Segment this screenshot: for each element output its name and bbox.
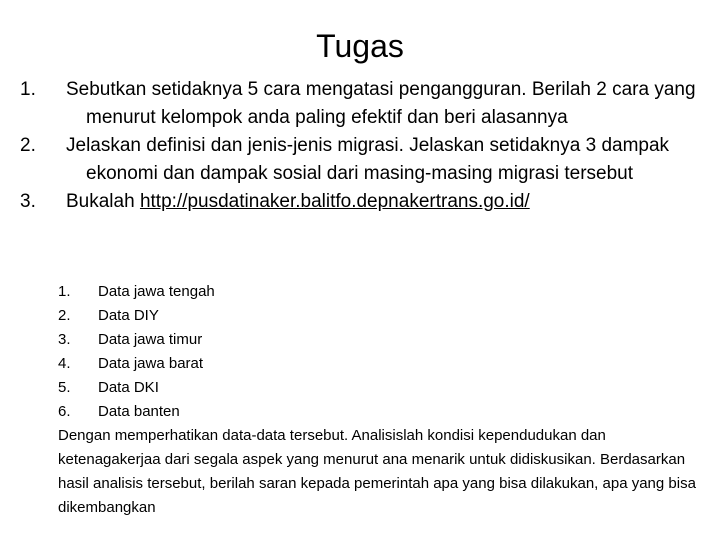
list-number: 4.: [58, 355, 71, 372]
list-item: [58, 352, 708, 376]
list-item: [58, 400, 708, 424]
task-prefix: Bukalah: [66, 191, 140, 212]
list-text: Data jawa barat: [98, 355, 204, 372]
list-text: Data banten: [98, 403, 180, 420]
task-item: [20, 132, 700, 188]
data-source-link[interactable]: http://pusdatinaker.balitfo.depnakertrans.go.id/: [139, 191, 530, 212]
task-number: 3.: [20, 191, 36, 212]
task-list: [20, 76, 700, 216]
list-item: [58, 328, 708, 352]
task-text: Sebutkan setidaknya 5 cara mengatasi pengangguran. Berilah 2 cara yang menurut kelompok anda paling efektif dan beri alasannya: [66, 79, 696, 128]
task-number: 1.: [20, 79, 36, 100]
task-number: 2.: [20, 135, 36, 156]
list-text: Data DKI: [98, 379, 159, 396]
list-text: Data jawa timur: [98, 331, 203, 348]
list-text: Data jawa tengah: [98, 283, 215, 300]
task-item: [20, 76, 700, 132]
task-text: [66, 188, 700, 216]
list-number: 6.: [58, 403, 71, 420]
data-list: [58, 280, 708, 520]
list-number: 1.: [58, 283, 71, 300]
list-item: [58, 280, 708, 304]
page-title: Tugas: [316, 28, 404, 64]
list-text: Data DIY: [98, 307, 159, 324]
list-item: [58, 304, 708, 328]
list-number: 3.: [58, 331, 71, 348]
instruction-paragraph: Dengan memperhatikan data-data tersebut. Analisislah kondisi kependudukan dan ketenagakerjaa dari segala aspek yang menurut ana menarik untuk didiskusikan. Berdasarkan hasil analisis tersebut, berilah saran kepada pemerintah apa yang bisa dilakukan, apa yang bisa dikembangkan: [58, 427, 696, 516]
list-item: [58, 376, 708, 400]
list-number: 2.: [58, 307, 71, 324]
task-text: Jelaskan definisi dan jenis-jenis migrasi. Jelaskan setidaknya 3 dampak ekonomi dan dampak sosial dari masing-masing migrasi tersebut: [66, 135, 670, 184]
task-item: [20, 188, 700, 216]
list-number: 5.: [58, 379, 71, 396]
